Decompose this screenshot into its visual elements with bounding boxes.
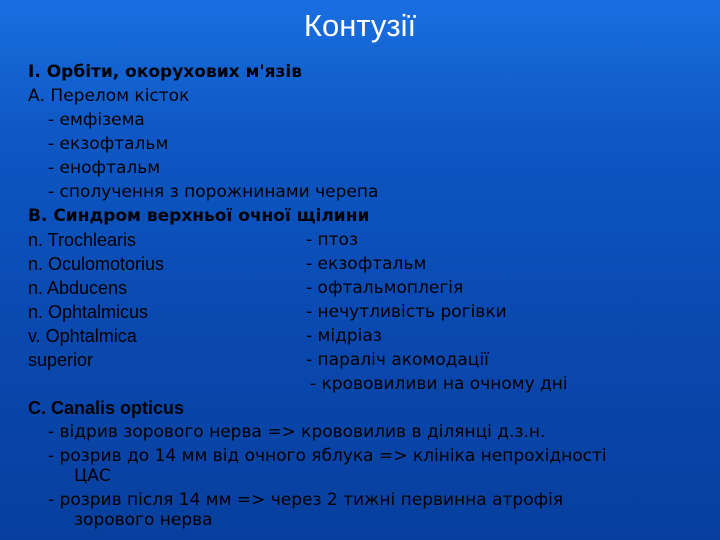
- list-item: - відрив зорового нерва => крововилив в ділянці д.з.н.: [48, 422, 546, 442]
- nerve-label: n. Ophtalmicus: [28, 302, 149, 322]
- slide-title: Контузії: [303, 8, 417, 43]
- list-item: - сполучення з порожнинами черепа: [48, 182, 379, 202]
- nerve-label: n. Trochlearis: [28, 230, 137, 250]
- section-2-heading: В. Синдром верхньої очної щілини: [28, 206, 370, 226]
- nerve-label: superior: [28, 350, 94, 370]
- list-item: - екзофтальм: [48, 134, 169, 154]
- list-item: - розрив після 14 мм => через 2 тижні первинна атрофія: [48, 490, 564, 510]
- list-item: - розрив до 14 мм від очного яблука => клініка непрохідності: [48, 446, 607, 466]
- symptom-item: - параліч акомодації: [306, 350, 489, 370]
- symptom-item: - нечутливість рогівки: [306, 302, 507, 322]
- section-3-heading: С. Canalis opticus: [28, 398, 185, 418]
- list-item-continuation: ЦАС: [74, 466, 111, 486]
- symptom-item: - мідріаз: [306, 326, 382, 346]
- list-item: - енофтальм: [48, 158, 161, 178]
- section-1-heading: І. Орбіти, окорухових м'язів: [28, 62, 302, 82]
- symptom-item: - екзофтальм: [306, 254, 427, 274]
- nerve-label: n. Oculomotorius: [28, 254, 165, 274]
- list-item-continuation: зорового нерва: [74, 510, 213, 530]
- symptom-item: - птоз: [306, 230, 358, 250]
- symptom-item: - офтальмоплегія: [306, 278, 464, 298]
- symptom-item: - крововиливи на очному дні: [310, 374, 568, 394]
- section-1-subheading: А. Перелом кісток: [28, 86, 190, 106]
- nerve-label: v. Ophtalmica: [28, 326, 137, 346]
- list-item: - емфізема: [48, 110, 145, 130]
- nerve-label: n. Abducens: [28, 278, 128, 298]
